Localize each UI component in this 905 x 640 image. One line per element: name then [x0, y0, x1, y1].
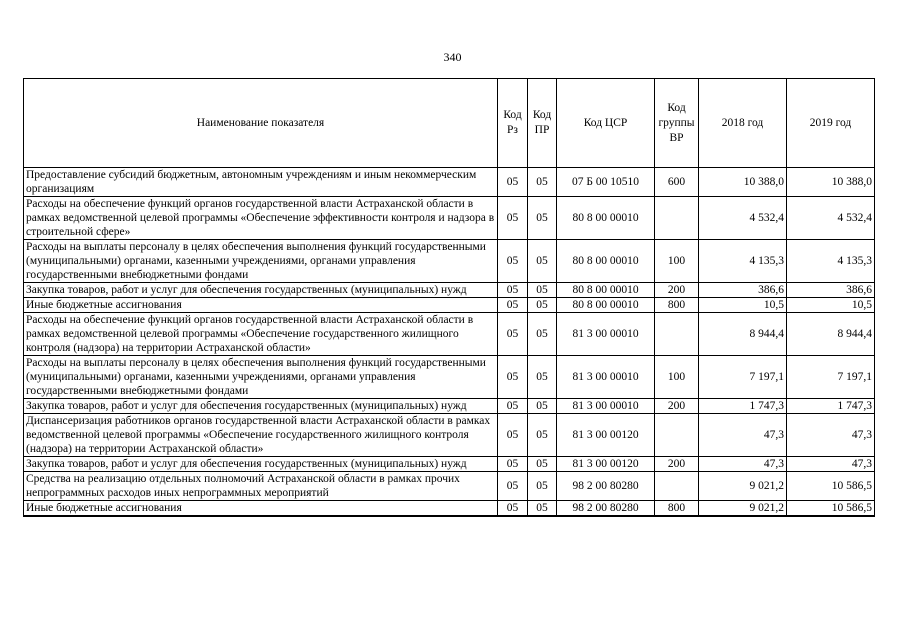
- row-pr: 05: [528, 298, 557, 313]
- row-pr: 05: [528, 472, 557, 501]
- row-csr: 98 2 00 80280: [557, 501, 655, 517]
- row-csr: 80 8 00 00010: [557, 197, 655, 240]
- header-row: [24, 79, 875, 168]
- row-2019: 7 197,1: [787, 356, 875, 399]
- row-rz: 05: [498, 298, 528, 313]
- row-vr: [655, 197, 699, 240]
- row-csr: 81 3 00 00010: [557, 356, 655, 399]
- row-name: Расходы на выплаты персоналу в целях обеспечения выполнения функций государственными (муниципальными) органами, казенными учреждениями, органами управления государственными внебюджетными фондами: [24, 240, 498, 283]
- table-row: [24, 197, 875, 240]
- row-vr: 200: [655, 399, 699, 414]
- row-name: Закупка товаров, работ и услуг для обеспечения государственных (муниципальных) нужд: [24, 283, 498, 298]
- row-rz: 05: [498, 240, 528, 283]
- row-name: Закупка товаров, работ и услуг для обеспечения государственных (муниципальных) нужд: [24, 399, 498, 414]
- header-2019: 2019 год: [787, 79, 875, 168]
- row-2018: 1 747,3: [699, 399, 787, 414]
- table-row: [24, 283, 875, 298]
- header-name: Наименование показателя: [24, 79, 498, 168]
- row-pr: 05: [528, 313, 557, 356]
- row-name: Предоставление субсидий бюджетным, автономным учреждениям и иным некоммерческим организациям: [24, 168, 498, 197]
- row-rz: 05: [498, 356, 528, 399]
- row-2019: 47,3: [787, 414, 875, 457]
- row-csr: 80 8 00 00010: [557, 240, 655, 283]
- row-2019: 386,6: [787, 283, 875, 298]
- row-vr: [655, 414, 699, 457]
- table-row: [24, 472, 875, 501]
- row-pr: 05: [528, 240, 557, 283]
- row-2018: 9 021,2: [699, 472, 787, 501]
- row-vr: 800: [655, 298, 699, 313]
- row-2018: 7 197,1: [699, 356, 787, 399]
- table-row: [24, 298, 875, 313]
- row-rz: 05: [498, 313, 528, 356]
- row-2018: 10 388,0: [699, 168, 787, 197]
- row-name: Расходы на обеспечение функций органов государственной власти Астраханской области в рамках ведомственной целевой программы «Обеспечение государственного жилищного контроля (надзора) на территории Астраханской области»: [24, 313, 498, 356]
- row-pr: 05: [528, 283, 557, 298]
- row-2018: 386,6: [699, 283, 787, 298]
- row-pr: 05: [528, 356, 557, 399]
- row-2019: 8 944,4: [787, 313, 875, 356]
- header-pr: Код ПР: [528, 79, 557, 168]
- row-pr: 05: [528, 457, 557, 472]
- row-2018: 10,5: [699, 298, 787, 313]
- row-csr: 81 3 00 00120: [557, 414, 655, 457]
- row-2019: 4 532,4: [787, 197, 875, 240]
- row-2018: 8 944,4: [699, 313, 787, 356]
- row-vr: 200: [655, 283, 699, 298]
- table-row: [24, 240, 875, 283]
- table-row: [24, 313, 875, 356]
- row-pr: 05: [528, 501, 557, 517]
- row-2018: 47,3: [699, 457, 787, 472]
- table-row: [24, 501, 875, 517]
- row-2019: 10 586,5: [787, 472, 875, 501]
- row-2018: 47,3: [699, 414, 787, 457]
- row-2018: 4 135,3: [699, 240, 787, 283]
- row-vr: 100: [655, 356, 699, 399]
- row-rz: 05: [498, 457, 528, 472]
- row-csr: 07 Б 00 10510: [557, 168, 655, 197]
- row-2019: 4 135,3: [787, 240, 875, 283]
- row-csr: 81 3 00 00010: [557, 399, 655, 414]
- row-csr: 80 8 00 00010: [557, 298, 655, 313]
- row-csr: 98 2 00 80280: [557, 472, 655, 501]
- row-name: Закупка товаров, работ и услуг для обеспечения государственных (муниципальных) нужд: [24, 457, 498, 472]
- row-2019: 1 747,3: [787, 399, 875, 414]
- row-rz: 05: [498, 399, 528, 414]
- row-rz: 05: [498, 283, 528, 298]
- row-rz: 05: [498, 197, 528, 240]
- header-rz: Код Рз: [498, 79, 528, 168]
- row-name: Иные бюджетные ассигнования: [24, 501, 498, 517]
- page-number: 340: [443, 50, 462, 64]
- row-name: Иные бюджетные ассигнования: [24, 298, 498, 313]
- table-row: [24, 457, 875, 472]
- row-pr: 05: [528, 399, 557, 414]
- row-rz: 05: [498, 472, 528, 501]
- row-name: Средства на реализацию отдельных полномочий Астраханской области в рамках прочих непрограммных расходов иных непрограммных мероприятий: [24, 472, 498, 501]
- row-vr: 200: [655, 457, 699, 472]
- table-row: [24, 168, 875, 197]
- header-csr: Код ЦСР: [557, 79, 655, 168]
- row-2019: 47,3: [787, 457, 875, 472]
- row-rz: 05: [498, 168, 528, 197]
- row-2019: 10 388,0: [787, 168, 875, 197]
- table-row: [24, 399, 875, 414]
- table-row: [24, 356, 875, 399]
- row-csr: 81 3 00 00010: [557, 313, 655, 356]
- header-2018: 2018 год: [699, 79, 787, 168]
- row-vr: [655, 313, 699, 356]
- row-name: Расходы на обеспечение функций органов государственной власти Астраханской области в рамках ведомственной целевой программы «Обеспечение эффективности контроля и надзора в строительной сфере»: [24, 197, 498, 240]
- row-vr: 800: [655, 501, 699, 517]
- row-pr: 05: [528, 414, 557, 457]
- table-row: [24, 414, 875, 457]
- header-vr: Код группы ВР: [655, 79, 699, 168]
- row-rz: 05: [498, 414, 528, 457]
- budget-table: [23, 78, 875, 517]
- row-vr: 100: [655, 240, 699, 283]
- row-pr: 05: [528, 168, 557, 197]
- row-name: Расходы на выплаты персоналу в целях обеспечения выполнения функций государственными (муниципальными) органами, казенными учреждениями, органами управления государственными внебюджетными фондами: [24, 356, 498, 399]
- row-2019: 10,5: [787, 298, 875, 313]
- row-2018: 9 021,2: [699, 501, 787, 517]
- row-rz: 05: [498, 501, 528, 517]
- row-2018: 4 532,4: [699, 197, 787, 240]
- row-csr: 80 8 00 00010: [557, 283, 655, 298]
- row-vr: 600: [655, 168, 699, 197]
- row-2019: 10 586,5: [787, 501, 875, 517]
- row-vr: [655, 472, 699, 501]
- row-pr: 05: [528, 197, 557, 240]
- row-name: Диспансеризация работников органов государственной власти Астраханской области в рамках ведомственной целевой программы «Обеспечение государственного жилищного контроля (надзора) на территории Астраханской области»: [24, 414, 498, 457]
- row-csr: 81 3 00 00120: [557, 457, 655, 472]
